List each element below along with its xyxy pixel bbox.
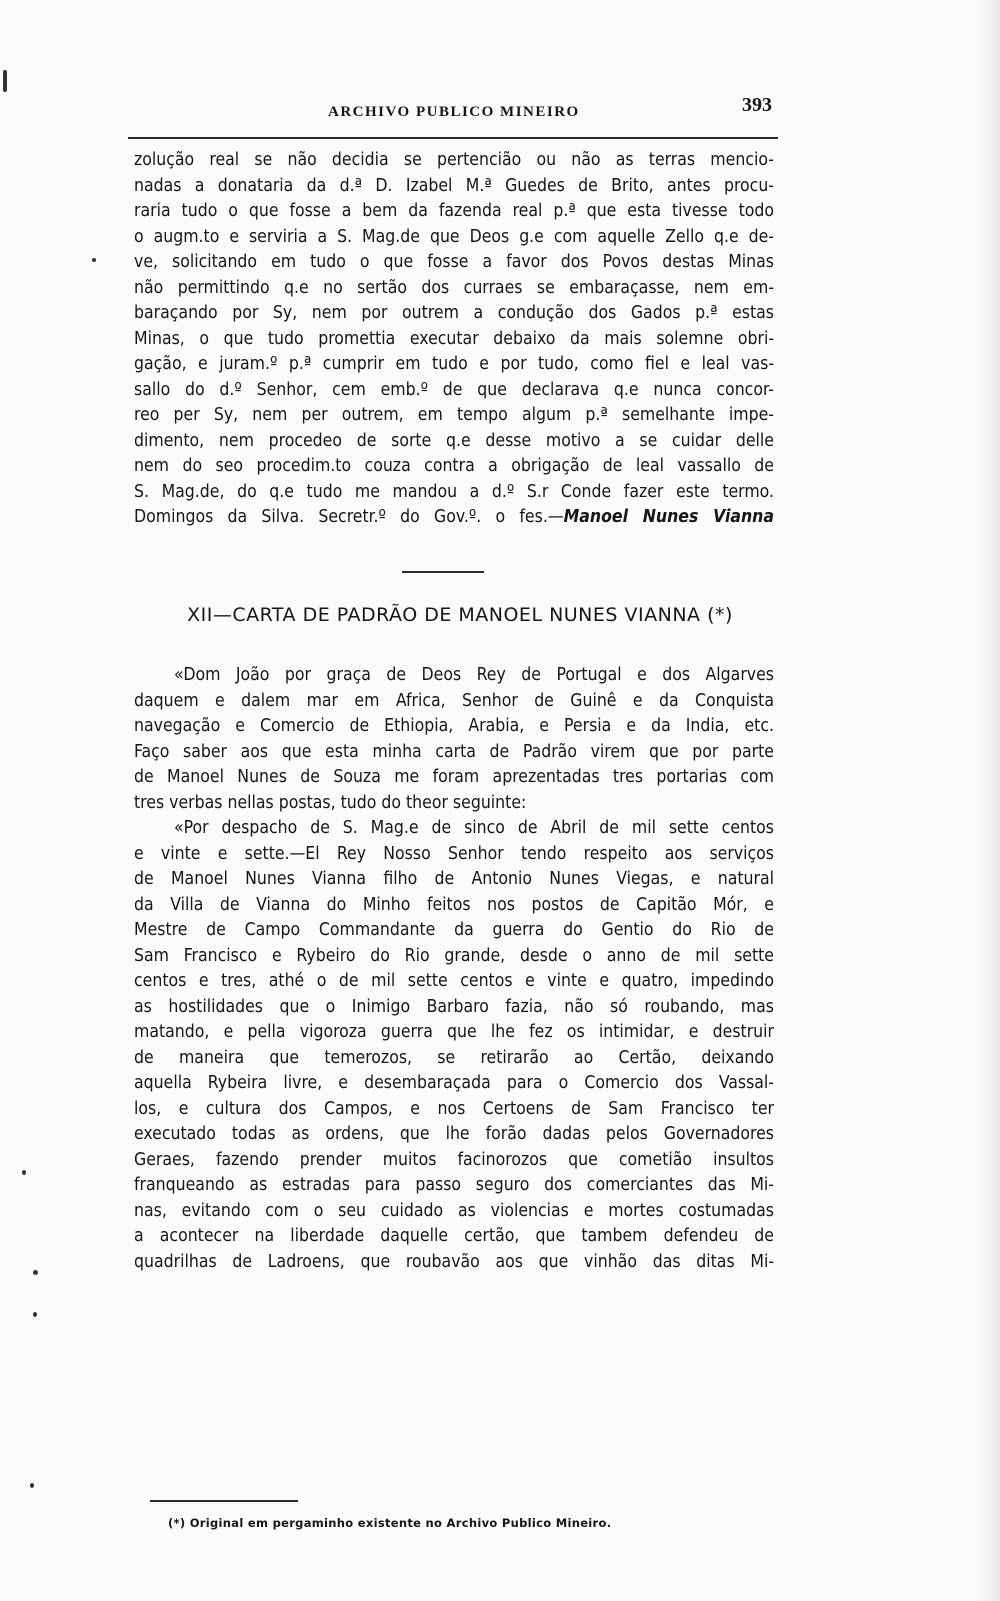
text-line: nadas a donataria da d.ª D. Izabel M.ª Guedes de Brito, antes procu- <box>134 175 774 196</box>
section-title: XII—CARTA DE PADRÃO DE MANOEL NUNES VIANNA (*) <box>187 604 733 626</box>
footnote: (*) Original em pergaminho existente no Archivo Publico Mineiro. <box>168 1516 612 1530</box>
footnote-rule <box>150 1500 298 1502</box>
text-line: da Villa de Vianna do Minho feitos nos postos de Capitão Mór, e <box>134 894 774 915</box>
text-line: S. Mag.de, do q.e tudo me mandou a d.º S.r Conde fazer este termo. <box>134 481 774 502</box>
scan-speck <box>3 70 7 92</box>
scan-speck <box>30 1483 34 1488</box>
text-line: franqueando as estradas para passo seguro dos comerciantes das Mi- <box>134 1175 774 1195</box>
text-line: dimento, nem procedeo de sorte q.e desse motivo a se cuidar delle <box>134 430 774 451</box>
page-header <box>128 92 778 132</box>
text-line: los, e cultura dos Campos, e nos Certoens de Sam Francisco ter <box>134 1098 774 1119</box>
text-line: navegação e Comercio de Ethiopia, Arabia, e Persia e da India, etc. <box>134 716 774 736</box>
scan-speck <box>33 1312 37 1317</box>
scan-speck <box>92 258 96 262</box>
text-line: Minas, o que tudo promettia executar debaixo da mais solemne obri- <box>134 328 774 349</box>
scan-edge <box>978 0 1000 1601</box>
text-line: nem do seo procedim.to couza contra a obrigação de leal vassallo de <box>134 456 774 476</box>
running-title: ARCHIVO PUBLICO MINEIRO <box>328 104 580 120</box>
text-line: matando, e pella vigoroza guerra que lhe fez os intimidar, e destruir <box>134 1022 774 1042</box>
text-line: de maneira que temerozos, se retirarão ao Certão, deixando <box>134 1047 774 1068</box>
text-line: tres verbas nellas postas, tudo do theor seguinte: <box>134 792 527 813</box>
text-line: Geraes, fazendo prender muitos facinorozos que cometião insultos <box>134 1149 774 1170</box>
text-line: «Por despacho de S. Mag.e de sinco de Abril de mil sette centos <box>174 818 774 838</box>
text-line: Mestre de Campo Commandante da guerra do Gentio do Rio de <box>134 920 774 940</box>
text-line: não permittindo q.e no sertão dos curraes se embaraçasse, nem em- <box>134 277 774 298</box>
text-line: ve, solicitando em tudo o que fosse a favor dos Povos destas Minas <box>134 252 774 272</box>
text-line: daquem e dalem mar em Africa, Senhor de Guinê e da Conquista <box>134 690 774 711</box>
text-line: raria tudo o que fosse a bem da fazenda real p.ª que esta tivesse todo <box>134 201 774 221</box>
section-divider <box>402 571 484 573</box>
text-line: as hostilidades que o Inimigo Barbaro fazia, não só roubando, mas <box>134 996 774 1017</box>
text-line: o augm.to e serviria a S. Mag.de que Deos g.e com aquelle Zello q.e de- <box>134 226 774 247</box>
text-line: de Manoel Nunes Vianna filho de Antonio Nunes Viegas, e natural <box>134 869 774 889</box>
text-line: a acontecer na liberdade daquelle certão, que tambem defendeu de <box>134 1226 774 1246</box>
page-number: 393 <box>742 94 772 116</box>
scan-speck <box>33 1270 38 1275</box>
closing-text-section <box>134 148 774 531</box>
text-line: «Dom João por graça de Deos Rey de Portugal e dos Algarves <box>174 665 774 685</box>
text-line: gação, e juram.º p.ª cumprir em tudo e por tudo, como fiel e leal vas- <box>134 354 774 374</box>
text-line: Sam Francisco e Rybeiro do Rio grande, desde o anno de mil sette <box>134 945 774 966</box>
text-line: aquella Rybeira livre, e desembaraçada para o Comercio dos Vassal- <box>134 1073 774 1093</box>
text-line: nas, evitando com o seu cuidado as violencias e mortes costumadas <box>134 1200 774 1221</box>
header-rule <box>128 137 778 139</box>
signature: Manoel Nunes Vianna <box>563 507 775 527</box>
text-line: Faço saber aos que esta minha carta de Padrão virem que por parte <box>134 741 774 762</box>
text-line-with-signature <box>134 505 774 531</box>
text-line: sallo do d.º Senhor, cem emb.º de que declarava q.e nunca concor- <box>134 379 774 400</box>
text-line: Domingos da Silva. Secretr.º do Gov.º. o fes.— <box>134 507 564 527</box>
text-line: executado todas as ordens, que lhe forão dadas pelos Governadores <box>134 1124 774 1144</box>
text-line: de Manoel Nunes de Souza me foram aprezentadas tres portarias com <box>134 767 774 787</box>
text-line: quadrilhas de Ladroens, que roubavão aos que vinhão das ditas Mi- <box>134 1251 774 1272</box>
text-line: reo per Sy, nem per outrem, em tempo algum p.ª semelhante impe- <box>134 405 774 425</box>
text-line: baraçando por Sy, nem por outrem a condução dos Gados p.ª estas <box>134 303 774 323</box>
letter-text-section <box>134 663 774 1275</box>
text-line: zolução real se não decidia se pertencião ou não as terras mencio- <box>134 150 774 170</box>
scan-speck <box>22 1170 26 1175</box>
text-line: e vinte e sette.—El Rey Nosso Senhor tendo respeito aos serviços <box>134 843 774 864</box>
text-line: centos e tres, athé o de mil sette centos e vinte e quatro, impedindo <box>134 971 774 991</box>
